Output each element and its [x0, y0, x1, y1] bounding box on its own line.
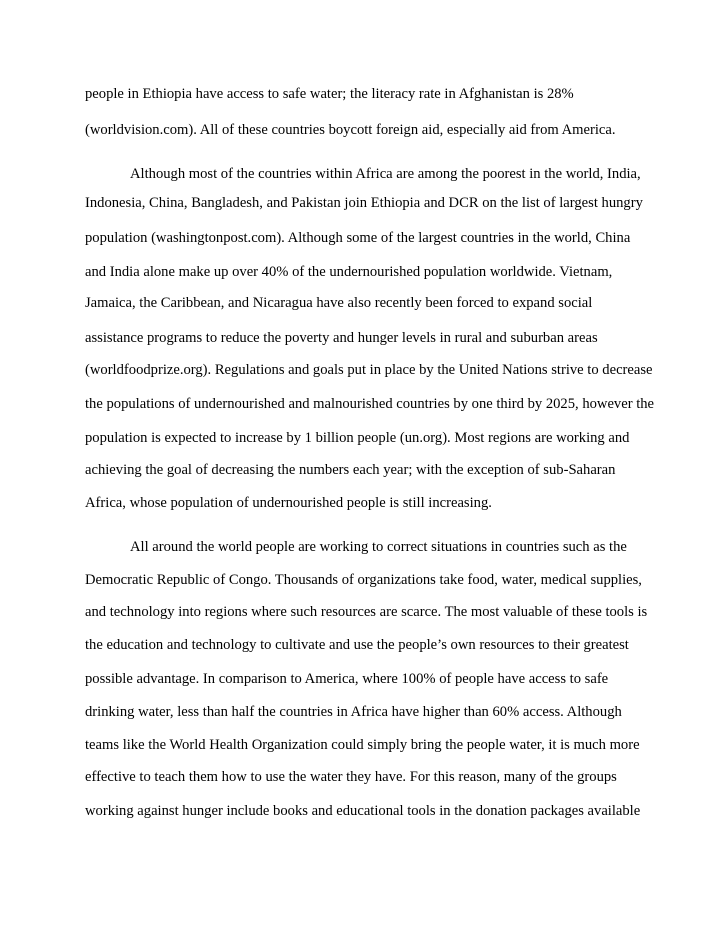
text-line: population (washingtonpost.com). Although some of the largest countries in the world, China [85, 230, 631, 246]
text-line: (worldfoodprize.org). Regulations and goals put in place by the United Nations strive to decrease [85, 362, 653, 378]
text-line: the education and technology to cultivate and use the people’s own resources to their greatest [85, 637, 629, 653]
text-line: people in Ethiopia have access to safe water; the literacy rate in Afghanistan is 28% [85, 86, 574, 102]
text-line: Jamaica, the Caribbean, and Nicaragua have also recently been forced to expand social [85, 295, 593, 311]
text-line: Indonesia, China, Bangladesh, and Pakistan join Ethiopia and DCR on the list of largest hungry [85, 195, 643, 211]
text-line: population is expected to increase by 1 billion people (un.org). Most regions are working and [85, 430, 630, 446]
text-line: Africa, whose population of undernourished people is still increasing. [85, 495, 492, 511]
text-line: and technology into regions where such resources are scarce. The most valuable of these tools is [85, 604, 648, 620]
text-line: working against hunger include books and educational tools in the donation packages available [85, 803, 641, 819]
text-line: drinking water, less than half the countries in Africa have higher than 60% access. Although [85, 704, 622, 720]
text-line: effective to teach them how to use the water they have. For this reason, many of the groups [85, 769, 617, 785]
text-line: achieving the goal of decreasing the numbers each year; with the exception of sub-Saharan [85, 462, 616, 478]
text-line: (worldvision.com). All of these countries boycott foreign aid, especially aid from America. [85, 122, 616, 138]
text-line: Democratic Republic of Congo. Thousands of organizations take food, water, medical supplies, [85, 572, 642, 588]
paragraph-first-line: Although most of the countries within Africa are among the poorest in the world, India, [130, 166, 641, 182]
text-line: possible advantage. In comparison to America, where 100% of people have access to safe [85, 671, 609, 687]
paragraph-first-line: All around the world people are working to correct situations in countries such as the [130, 539, 627, 555]
text-line: teams like the World Health Organization could simply bring the people water, it is much more [85, 737, 640, 753]
text-line: and India alone make up over 40% of the undernourished population worldwide. Vietnam, [85, 264, 613, 280]
text-line: the populations of undernourished and malnourished countries by one third by 2025, however the [85, 396, 655, 412]
text-line: assistance programs to reduce the poverty and hunger levels in rural and suburban areas [85, 330, 598, 346]
